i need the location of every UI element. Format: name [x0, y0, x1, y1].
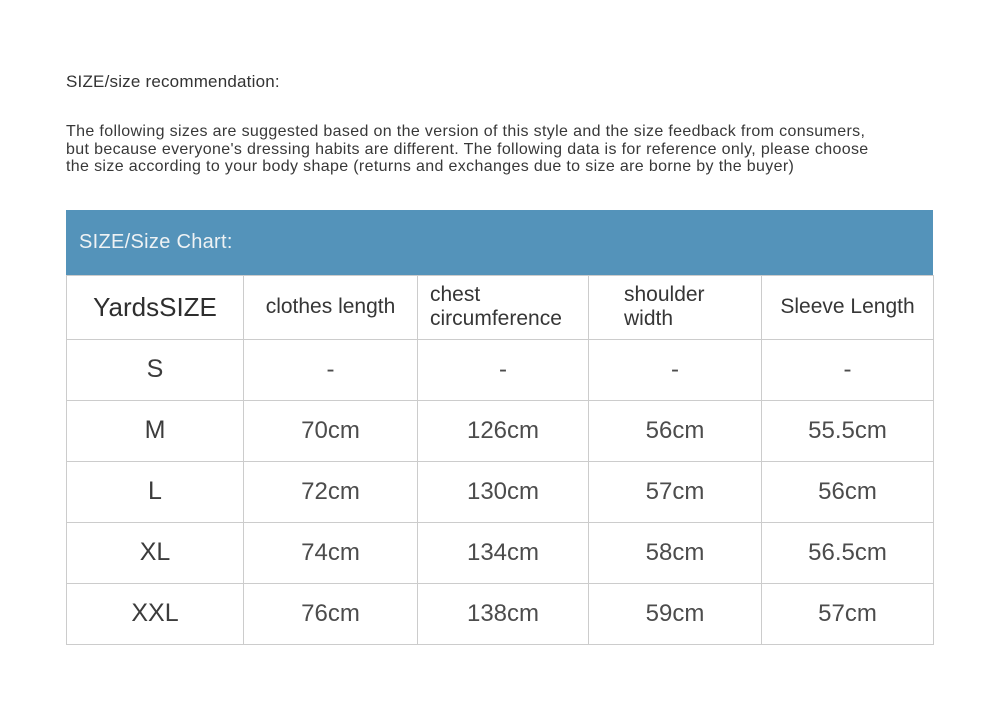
cell-clothes-length: 70cm	[244, 400, 418, 461]
cell-size: L	[67, 461, 244, 522]
cell-size: M	[67, 400, 244, 461]
cell-size: S	[67, 339, 244, 400]
cell-clothes-length: -	[244, 339, 418, 400]
cell-chest-circumference: 126cm	[418, 400, 589, 461]
header-cell-shoulder-width: shoulder width	[589, 275, 762, 339]
cell-chest-circumference: -	[418, 339, 589, 400]
cell-sleeve-length: 56.5cm	[762, 522, 934, 583]
header-cell-clothes-length: clothes length	[244, 275, 418, 339]
header-row	[67, 275, 934, 339]
cell-chest-circumference: 130cm	[418, 461, 589, 522]
table-row-s	[67, 339, 934, 400]
size-chart-table	[66, 275, 934, 645]
intro-paragraph	[66, 123, 933, 176]
header-cell-chest-circumference: chest circumference	[418, 275, 589, 339]
cell-clothes-length: 72cm	[244, 461, 418, 522]
cell-sleeve-length: 56cm	[762, 461, 934, 522]
cell-sleeve-length: 55.5cm	[762, 400, 934, 461]
cell-sleeve-length: 57cm	[762, 583, 934, 644]
header-cell-yards-size: YardsSIZE	[67, 275, 244, 339]
intro-line: but because everyone's dressing habits are different. The following data is for reference only, please choose	[66, 140, 869, 158]
table-row-xxl	[67, 583, 934, 644]
cell-shoulder-width: -	[589, 339, 762, 400]
table-row-m	[67, 400, 934, 461]
cell-chest-circumference: 134cm	[418, 522, 589, 583]
cell-sleeve-length: -	[762, 339, 934, 400]
cell-chest-circumference: 138cm	[418, 583, 589, 644]
intro-line: the size according to your body shape (returns and exchanges due to size are borne by the buyer)	[66, 158, 795, 175]
page-content	[66, 0, 933, 645]
cell-clothes-length: 74cm	[244, 522, 418, 583]
cell-shoulder-width: 59cm	[589, 583, 762, 644]
cell-size: XXL	[67, 583, 244, 644]
cell-size: XL	[67, 522, 244, 583]
header-cell-sleeve-length: Sleeve Length	[762, 275, 934, 339]
table-row-l	[67, 461, 934, 522]
cell-clothes-length: 76cm	[244, 583, 418, 644]
cell-shoulder-width: 57cm	[589, 461, 762, 522]
size-chart-banner-title: SIZE/Size Chart:	[79, 230, 233, 253]
page-title: SIZE/size recommendation:	[66, 72, 280, 91]
table-row-xl	[67, 522, 934, 583]
cell-shoulder-width: 56cm	[589, 400, 762, 461]
cell-shoulder-width: 58cm	[589, 522, 762, 583]
intro-line: The following sizes are suggested based on the version of this style and the size feedback from consumers,	[66, 123, 866, 140]
size-chart-banner	[66, 210, 933, 275]
